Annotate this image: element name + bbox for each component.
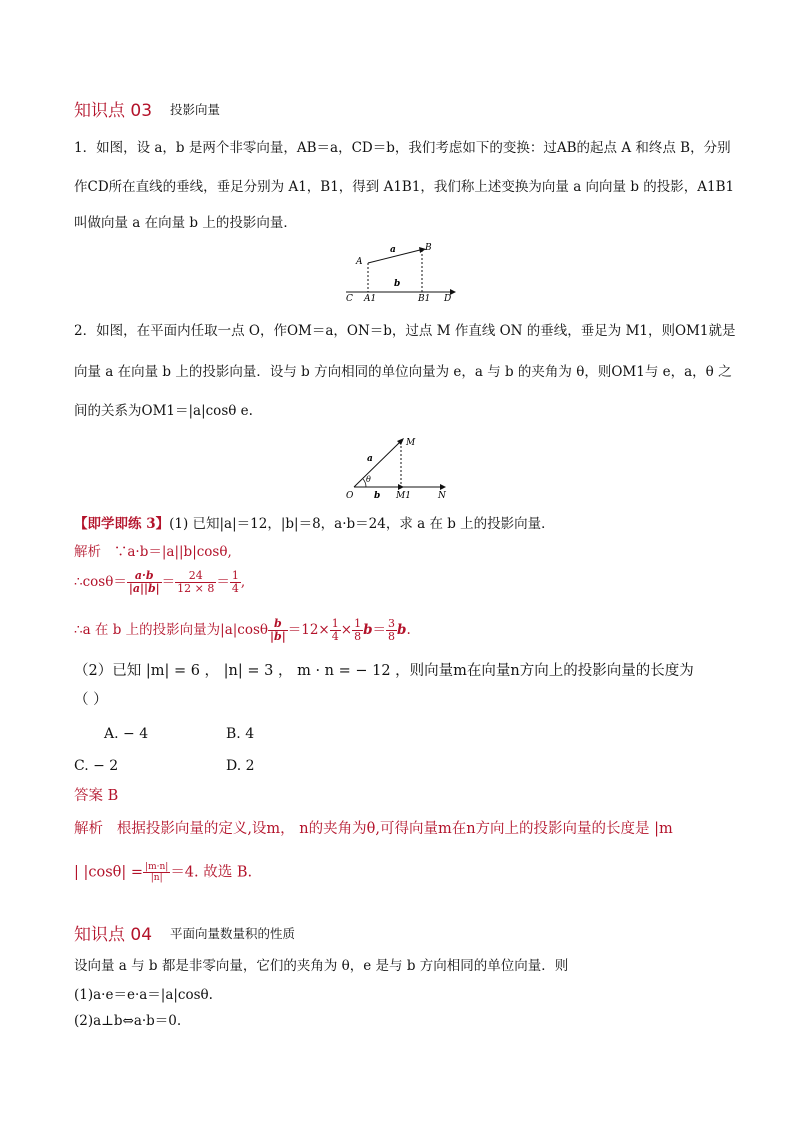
frac-ab-num: a·b	[127, 570, 162, 583]
property-item-2: (2)a⊥b⇔a·b＝0.	[74, 1013, 182, 1029]
frac-3-8-den: 8	[388, 630, 396, 643]
label-B1: B1	[418, 294, 431, 304]
arrow-n	[440, 484, 446, 490]
arrow-m1	[398, 484, 404, 490]
projection-figure-2	[340, 432, 460, 504]
analysis-text-1: 根据投影向量的定义,设m， n的夹角为θ,可得向量m在n方向上的投影向量的长度是 |m	[116, 821, 673, 837]
exercise-q2-line-1: （2）已知 |m| = 6 ， |n| = 3 ， m · n = − 12 ，则向量m在向量n方向上的投影向量的长度为	[74, 663, 694, 679]
analysis-frac-den: |n|	[150, 873, 163, 883]
analysis-label: 解析	[74, 821, 103, 837]
analysis-line-2	[74, 862, 252, 883]
label-a: a	[390, 245, 396, 255]
answer-line: 答案 B	[74, 788, 119, 804]
analysis-text-2b: ＝4. 故选 B.	[170, 864, 253, 881]
section-label-kp03: 知识点 03	[74, 101, 153, 121]
paragraph-1-line-1: 1．如图，设 a，b 是两个非零向量，AB＝a，CD＝b，我们考虑如下的变换：过AB的起点 A 和终点 B，分别	[74, 140, 731, 156]
frac-quarter-num: 1	[231, 569, 239, 582]
label-C: C	[346, 294, 353, 304]
frac-1-4-num: 1	[331, 617, 339, 630]
solution-formula-1: ∵a·b＝|a||b|cosθ,	[113, 544, 232, 560]
solution-line-2: ∴cosθ＝ $\frac{a\cdot b}{|a||b|}$ ＝ $\frac{24}{12 \times 8}$ ＝ $\frac{1}{4}$ ,	[74, 569, 246, 595]
label-O: O	[346, 491, 354, 501]
projection-figure-1	[340, 238, 460, 304]
exercise-3-question-1	[74, 514, 555, 534]
frac-quarter-den: 4	[231, 582, 239, 595]
option-d: D. 2	[226, 758, 255, 774]
vector-om	[354, 442, 400, 487]
section-title-kp04: 平面向量数量积的性质	[170, 926, 296, 941]
frac-24-num: 24	[175, 570, 216, 583]
label-b2: b	[374, 491, 381, 501]
frac-3-8-num: 3	[388, 617, 396, 630]
label-B: B	[425, 243, 432, 253]
frac-1-8-den: 8	[354, 630, 362, 643]
label-D: D	[444, 294, 452, 304]
frac-1-4-den: 4	[331, 630, 339, 643]
label-N: N	[438, 491, 446, 501]
analysis-frac-num: |m·n|	[145, 862, 169, 872]
exercise-q2-line-2: （ ）	[74, 692, 108, 708]
analysis-text-2a: | |cosθ| =	[74, 864, 144, 881]
label-theta: θ	[366, 475, 371, 484]
solution-line-3: ∴a 在 b 上的投影向量为|a|cosθ $\frac{b}{|b|}$ ＝12× $\frac{1}{4}$ × $\frac{1}{8}$ b＝ $\frac{3}{8}$ b.	[74, 617, 411, 643]
solution-line-1	[74, 542, 232, 562]
solution-label: 解析	[74, 544, 101, 560]
solution-projection-prefix: ∴a 在 b 上的投影向量为|a|cosθ	[74, 622, 269, 638]
paragraph-2-line-3: 间的关系为OM1＝|a|cosθ e.	[74, 403, 253, 419]
paragraph-1-line-3: 叫做向量 a 在向量 b 上的投影向量．	[74, 215, 297, 231]
analysis-line-1	[74, 819, 673, 839]
label-M: M	[406, 438, 416, 448]
paragraph-1-line-2: 作CD所在直线的垂线，垂足分别为 A1，B1，得到 A1B1，我们称上述变换为向量 a 向向量 b 的投影，A1B1	[74, 179, 735, 195]
exercise-tag: 【即学即练 3】	[74, 516, 170, 532]
paragraph-2-line-2: 向量 a 在向量 b 上的投影向量．设与 b 方向相同的单位向量为 e，a 与 b 的夹角为 θ，则OM1与 e，a，θ 之	[74, 364, 732, 380]
label-b: b	[394, 279, 401, 289]
solution-mid: ＝12×	[287, 622, 330, 638]
frac-ab-den: |a||b|	[128, 582, 160, 595]
frac-b-num: b	[268, 618, 288, 631]
section-title-kp03: 投影向量	[170, 102, 221, 117]
label-a2: a	[367, 454, 373, 464]
label-A: A	[356, 257, 363, 267]
frac-24-den: 12 × 8	[177, 582, 215, 595]
exercise-q1-text: (1) 已知|a|＝12，|b|＝8，a·b＝24，求 a 在 b 上的投影向量．	[169, 516, 555, 532]
solution-cos-prefix: ∴cosθ＝	[74, 574, 127, 590]
label-A1: A1	[364, 294, 377, 304]
frac-1-8-num: 1	[354, 617, 362, 630]
label-M1: M1	[396, 491, 411, 501]
option-b: B. 4	[226, 726, 255, 742]
paragraph-2-line-1: 2．如图，在平面内任取一点 O，作OM＝a，ON＝b，过点 M 作直线 ON 的垂线，垂足为 M1，则OM1就是	[74, 323, 736, 339]
option-c: C. − 2	[74, 758, 119, 774]
property-item-1: (1)a·e＝e·a＝|a|cosθ.	[74, 987, 213, 1003]
property-intro: 设向量 a 与 b 都是非零向量，它们的夹角为 θ，e 是与 b 方向相同的单位向量．则	[74, 958, 569, 974]
section-label-kp04: 知识点 04	[74, 925, 153, 945]
frac-b-den: |b|	[270, 630, 286, 643]
option-a: A. − 4	[104, 726, 149, 742]
